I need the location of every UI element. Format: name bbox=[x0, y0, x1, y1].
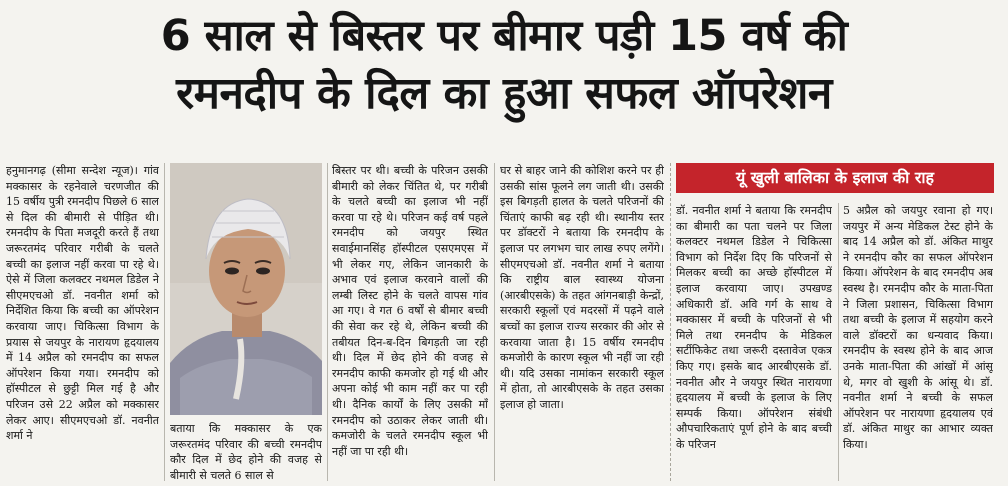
article-column-5: डॉ. नवनीत शर्मा ने बताया कि रमनदीप का बीमारी का पता चलने पर जिला कलक्टर नथमल डिडेल ने चिकित्सा विभाग को निर्देश दिए कि परिजनों से मिलकर बच्ची का अच्छे हॉस्पीटल में इलाज करवाया जाए। उपखण्ड अधिकारी डॉ. अवि गर्ग के साथ वे मक्कासर में बच्ची के परिजनों से भी मिले तथा रमनदीप के मेडिकल सर्टीफिकेट तथा जरूरी दस्तावेज एकत्र किए गए। इसके बाद आरबीएसके डॉ. नवनीत और ने जयपुर स्थित नारायणा हृदयालय में बच्ची के इलाज के लिए सम्पर्क किया। ऑपरेशन संबंधी औपचारिकताएं पूर्ण होने के बाद बच्ची के परिजन bbox=[676, 204, 832, 451]
patient-photo-illustration bbox=[170, 163, 322, 415]
column-divider bbox=[164, 163, 165, 481]
article-column-6: 5 अप्रैल को जयपुर रवाना हो गए। जयपुर में अन्य मेडिकल टेस्ट होने के बाद 14 अप्रैल को डॉ. अंकित माथुर ने रमनदीप कौर का सफल ऑपरेशन किया। ऑपरेशन के बाद रमनदीप अब स्वस्थ है। रमनदीप कौर के माता-पिता ने जिला प्रशासन, चिकित्सा विभाग तथा बच्ची के इलाज में सहयोग करने वाले डॉक्टरों का धन्यवाद किया। रमनदीप के स्वस्थ होने के बाद आज उनके माता-पिता की आंखों में आंसू थे, मगर वो खुशी के आंसू थे। डॉ. नवनीत शर्मा ने बच्ची के सफल ऑपरेशन पर नारायणा हृदयालय एवं डॉ. अंकित माथुर का आभार व्यक्त किया। bbox=[843, 204, 993, 451]
headline-line-1: 6 साल से बिस्तर पर बीमार पड़ी 15 वर्ष की bbox=[160, 11, 848, 61]
column-divider bbox=[494, 163, 495, 481]
article-column-1: हनुमानगढ़ (सीमा सन्देश न्यूज)। गांव मक्कासर के रहनेवाले चरणजीत की 15 वर्षीय पुत्री रमनदीप पिछले 6 साल से दिल की बीमारी से पीड़ित थी। रमनदीप के पिता मजदूरी करते हैं तथा जरूरतमंद परिवार गरीबी के चलते बच्ची का इलाज नहीं करवा पा रहे थे। ऐसे में जिला कलक्टर नथमल डिडेल ने सीएमएचओ डॉ. नवनीत शर्मा को निर्देशित किया कि बच्ची का ऑपरेशन करवाया जाए। चिकित्सा विभाग के प्रयास से जयपुर के नारायण हृदयालय में 14 अप्रैल को रमनदीप का सफल ऑपरेशन किया गया। रमनदीप को हॉस्पीटल से छुट्टी मिल गई है और परिजन उसे 22 अप्रैल को मक्कासर लेकर आए। सीएमएचओ डॉ. नवनीत शर्मा ने bbox=[6, 164, 159, 443]
article-column-4: घर से बाहर जाने की कोशिश करने पर ही उसकी सांस फूलने लग जाती थी। उसकी इस बिगड़ती हालत के चलते परिजनों की चिंताएं काफी बढ़ रही थी। स्थानीय स्तर पर डॉक्टरों ने बताया कि रमनदीप के इलाज पर लगभग चार लाख रुपए लगेंगे। सीएमएचओ डॉ. नवनीत शर्मा ने बताया कि राष्ट्रीय बाल स्वास्थ्य योजना (आरबीएसके) के तहत आंगनबाड़ी केन्द्रों, सरकारी स्कूलों एवं मदरसों में पढ़ने वाले बच्चों का इलाज राज्य सरकार की ओर से करवाया जाता है। 15 वर्षीय रमनदीप कमजोरी के कारण स्कूल भी नहीं जा रही थी। यदि उसका नामांकन सरकारी स्कूल में होता, तो आरबीएसके के तहत उसका इलाज हो जाता। bbox=[500, 164, 664, 411]
article-column-2: बताया कि मक्कासर के एक जरूरतमंद परिवार की बच्ची रमनदीप कौर दिल में छेद होने की वजह से बीमारी से चलते 6 साल से bbox=[170, 422, 322, 481]
column-divider bbox=[327, 163, 328, 481]
patient-photo bbox=[170, 163, 322, 415]
subheading-banner: यूं खुली बालिका के इलाज की राह bbox=[676, 163, 994, 193]
article-column-3: बिस्तर पर थी। बच्ची के परिजन उसकी बीमारी को लेकर चिंतित थे, पर गरीबी के चलते बच्ची का इलाज भी नहीं करवा पा रहे थे। परिजन कई वर्ष पहले रमनदीप को जयपुर स्थित सवाईमानसिंह हॉस्पीटल एसएमएस में भी लेकर गए, लेकिन जानकारी के अभाव एवं इलाज करवाने वालों की लम्बी लिस्ट होने के चलते वापस गांव आ गए। वे गत 6 वर्षों से बीमार बच्ची की सेवा कर रहे थे, लेकिन बच्ची की तबीयत दिन-ब-दिन बिगड़ती जा रही थी। दिल में छेद होने की वजह से रमनदीप काफी कमजोर हो गई थी और अपना कोई भी काम नहीं कर पा रही थी। दैनिक कार्यों के लिए उसकी माँ रमनदीप को उठाकर लेकर जाती थी। कमजोरी के चलते रमनदीप स्कूल भी नहीं जा पा रही थी। bbox=[332, 164, 488, 458]
headline-line-2: रमनदीप के दिल का हुआ सफल ऑपरेशन bbox=[176, 68, 832, 119]
column-divider bbox=[838, 203, 839, 481]
headline bbox=[0, 8, 1008, 124]
column-divider-dashed bbox=[670, 163, 671, 481]
